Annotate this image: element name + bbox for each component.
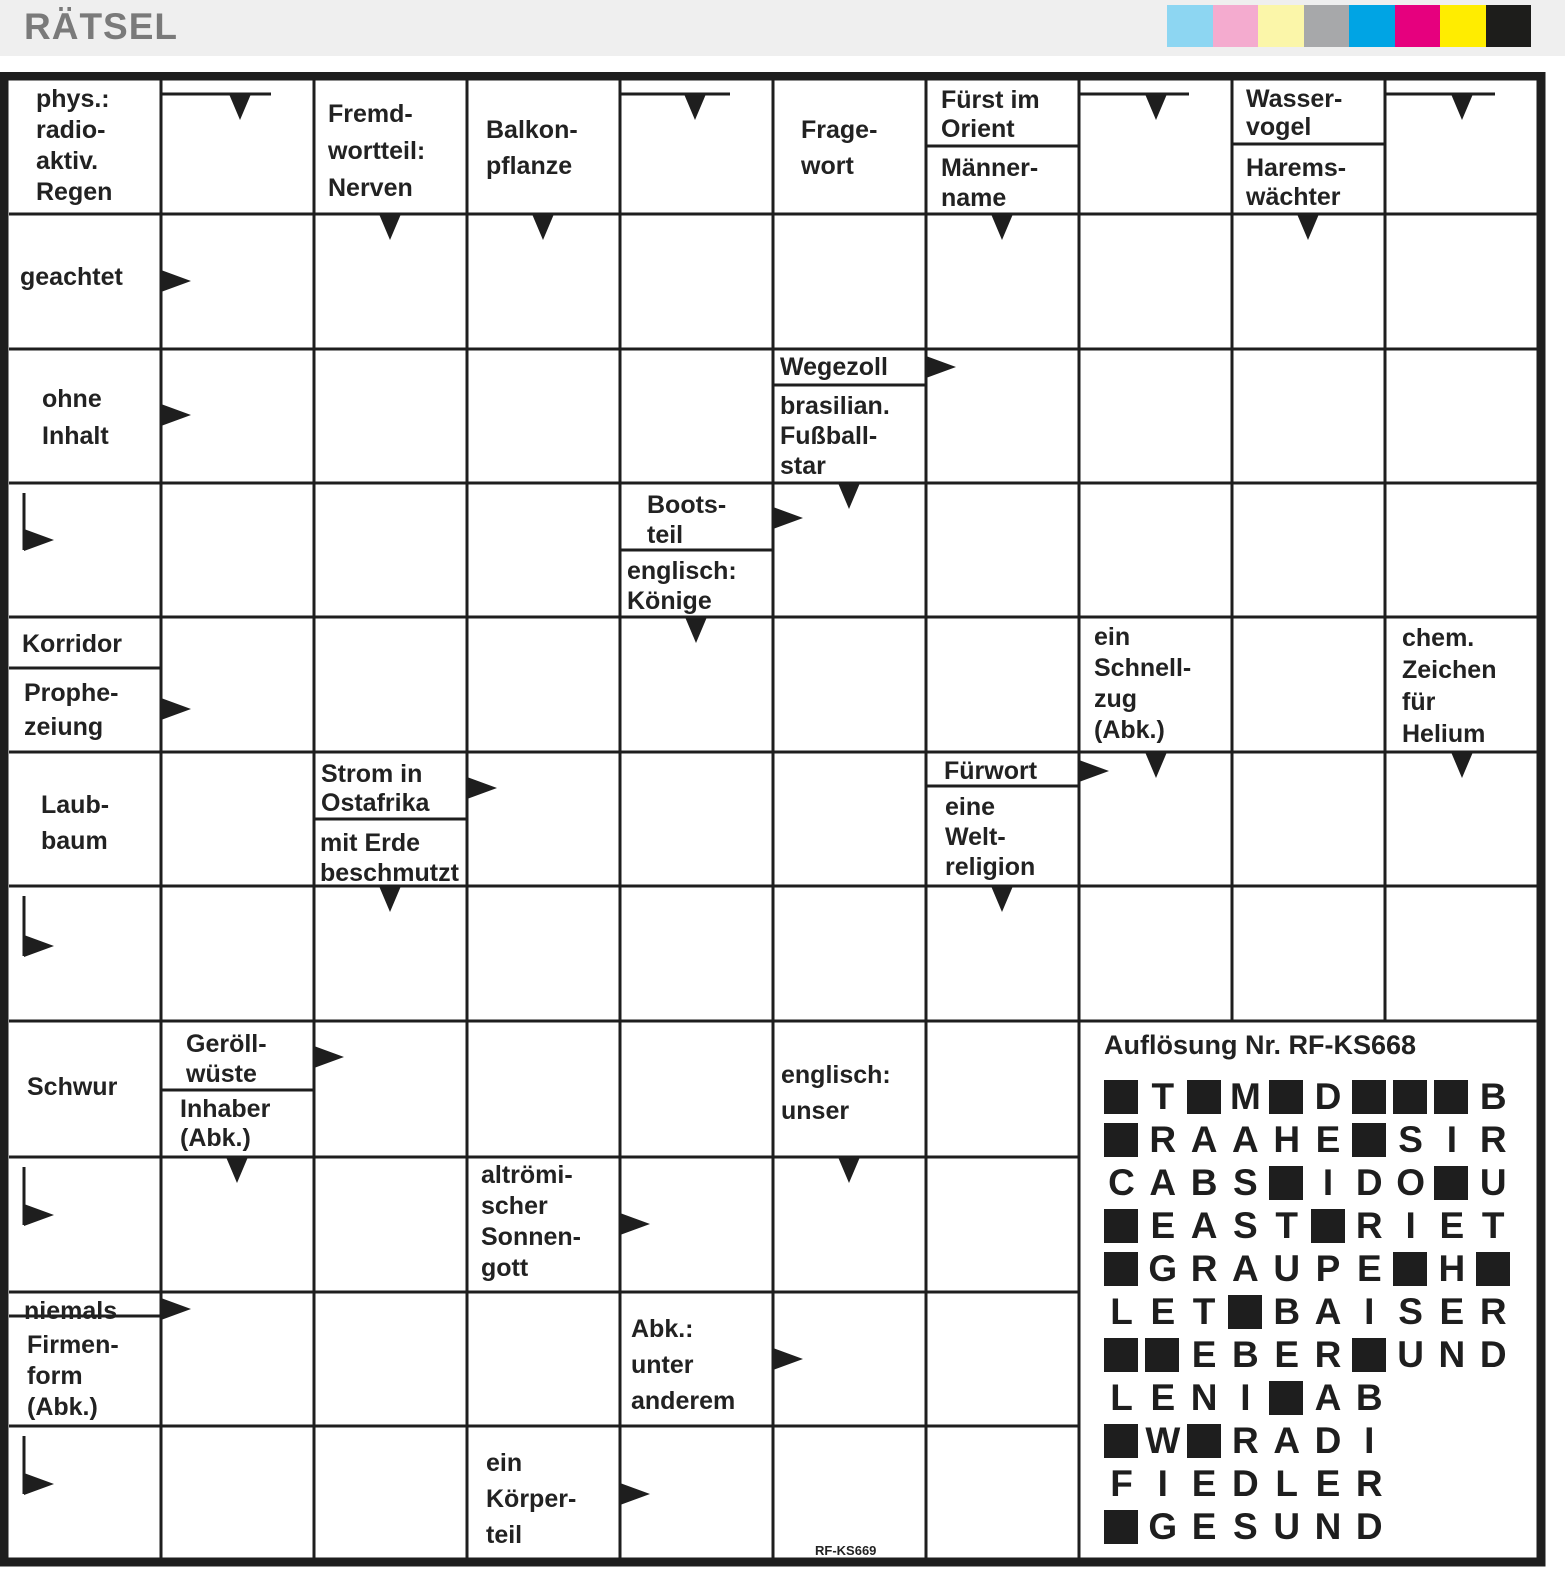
solution-letter: E [1315, 1119, 1341, 1160]
header-bar [0, 0, 1565, 56]
solution-letter: U [1397, 1334, 1424, 1375]
solution-block [1393, 1080, 1427, 1114]
solution-letter: R [1232, 1420, 1259, 1461]
down-arrow-icon [684, 94, 706, 120]
clue-company-form[interactable]: Firmen- form (Abk.) [27, 1331, 119, 1421]
color-swatch-1 [1167, 5, 1213, 47]
clue-express-train[interactable]: ein Schnell- zug (Abk.) [1094, 623, 1192, 744]
clue-body-part[interactable]: ein Körper- teil [486, 1449, 577, 1549]
right-arrow-icon [24, 529, 54, 551]
solution-letter: P [1315, 1248, 1341, 1289]
color-swatch-4 [1304, 5, 1350, 47]
right-arrow-icon [161, 270, 191, 292]
clue-helium-symbol[interactable]: chem. Zeichen für Helium [1402, 624, 1497, 748]
clue-roman-sun-god[interactable]: altrömi- scher Sonnen- gott [481, 1161, 581, 1282]
solution-letter: I [1405, 1205, 1416, 1246]
solution-block [1104, 1510, 1138, 1544]
color-swatch-3 [1258, 5, 1304, 47]
solution-block [1104, 1252, 1138, 1286]
down-arrow-icon [991, 886, 1013, 912]
solution-letter: S [1233, 1205, 1258, 1246]
clue-nerves-prefix[interactable]: Fremd- wortteil: Nerven [328, 100, 426, 202]
down-arrow-icon [1297, 214, 1319, 240]
color-swatch-8 [1486, 5, 1532, 47]
solution-letter: T [1151, 1076, 1175, 1117]
clue-english-our[interactable]: englisch: unser [781, 1061, 891, 1125]
clue-harem-guard[interactable]: Harems- wächter [1246, 154, 1347, 211]
solution-block [1476, 1252, 1510, 1286]
solution-letter: S [1398, 1119, 1423, 1160]
solution-letter: L [1110, 1377, 1133, 1418]
down-arrow-icon [1145, 752, 1167, 778]
clue-brazilian-star[interactable]: brasilian. Fußball- star [780, 392, 890, 480]
right-arrow-icon [467, 777, 497, 799]
clue-prophecy[interactable]: Prophe- zeiung [24, 679, 119, 741]
solution-letter: N [1190, 1377, 1218, 1418]
solution-letter: U [1479, 1162, 1507, 1203]
clue-toll[interactable]: Wegezoll [780, 353, 888, 381]
solution-letter: B [1190, 1162, 1218, 1203]
solution-letter: G [1148, 1506, 1178, 1547]
color-swatch-2 [1213, 5, 1259, 47]
down-arrow-icon [532, 214, 554, 240]
clue-question-word[interactable]: Frage- wort [801, 116, 878, 180]
solution-letter: A [1149, 1162, 1177, 1203]
solution-letter: E [1274, 1334, 1300, 1375]
right-arrow-icon [926, 356, 956, 378]
solution-title: Auflösung Nr. RF-KS668 [1104, 1030, 1417, 1060]
color-swatches [1167, 5, 1531, 47]
solution-block [1104, 1338, 1138, 1372]
solution-letter: W [1145, 1420, 1181, 1461]
solution-letter: R [1149, 1119, 1177, 1160]
solution-letter: E [1150, 1291, 1176, 1332]
solution-block [1104, 1424, 1138, 1458]
solution-letter: C [1108, 1162, 1135, 1203]
solution-letter: N [1438, 1334, 1466, 1375]
solution-letter: T [1275, 1205, 1298, 1246]
solution-letter: E [1315, 1463, 1341, 1504]
solution-letter: S [1233, 1506, 1258, 1547]
solution-block [1187, 1080, 1221, 1114]
solution-letter: E [1356, 1248, 1382, 1289]
solution-letter: R [1355, 1463, 1383, 1504]
solution-letter: T [1481, 1205, 1505, 1246]
down-arrow-icon [991, 214, 1013, 240]
right-arrow-icon [314, 1046, 344, 1068]
solution-letter: A [1314, 1377, 1342, 1418]
solution-letter: E [1439, 1291, 1465, 1332]
down-arrow-icon [685, 617, 707, 643]
right-arrow-icon [1079, 760, 1109, 782]
solution-letter: A [1190, 1205, 1218, 1246]
right-arrow-icon [161, 698, 191, 720]
down-arrow-icon [226, 1157, 248, 1183]
solution-letter: B [1232, 1334, 1259, 1375]
clue-english-kings[interactable]: englisch: Könige [627, 557, 737, 615]
solution-block [1269, 1381, 1303, 1415]
solution-letter: R [1479, 1291, 1507, 1332]
solution-block [1434, 1080, 1468, 1114]
solution-letter: I [1240, 1377, 1251, 1418]
down-arrow-icon [838, 483, 860, 509]
clue-radioactive-rain[interactable]: phys.: radio- aktiv. Regen [36, 85, 113, 206]
solution-letter: R [1190, 1248, 1218, 1289]
solution-block [1104, 1080, 1138, 1114]
solution-block [1393, 1252, 1427, 1286]
solution-block [1269, 1080, 1303, 1114]
solution-letter: N [1314, 1506, 1342, 1547]
solution-letter: G [1148, 1248, 1178, 1289]
solution-letter: B [1479, 1076, 1507, 1117]
solution-letter: E [1150, 1377, 1176, 1418]
solution-letter: I [1364, 1420, 1375, 1461]
solution-block [1352, 1080, 1386, 1114]
solution-letter: E [1191, 1334, 1217, 1375]
down-arrow-icon [379, 886, 401, 912]
solution-letter: B [1273, 1291, 1301, 1332]
solution-letter: A [1273, 1420, 1301, 1461]
right-arrow-icon [161, 1298, 191, 1320]
clue-world-religion[interactable]: eine Welt- religion [945, 793, 1036, 881]
color-swatch-7 [1440, 5, 1486, 47]
solution-letter: D [1479, 1334, 1507, 1375]
clue-owner-abbr[interactable]: Inhaber (Abk.) [180, 1095, 271, 1152]
solution-letter: A [1314, 1291, 1342, 1332]
solution-letter: S [1233, 1162, 1258, 1203]
down-arrow-icon [1451, 752, 1473, 778]
clue-empty[interactable]: ohne Inhalt [42, 385, 109, 450]
clue-oath[interactable]: Schwur [27, 1073, 118, 1101]
solution-letter: B [1355, 1377, 1383, 1418]
page-title: RÄTSEL [24, 6, 178, 47]
clue-deciduous-tree[interactable]: Laub- baum [41, 791, 110, 855]
solution-letter: M [1229, 1076, 1261, 1117]
clue-among-others[interactable]: Abk.: unter anderem [631, 1315, 736, 1415]
solution-letter: E [1191, 1463, 1217, 1504]
clue-boat-part[interactable]: Boots- teil [647, 491, 727, 549]
solution-letter: R [1355, 1205, 1383, 1246]
down-arrow-icon [229, 94, 251, 120]
down-arrow-icon [1145, 94, 1167, 120]
solution-letter: I [1364, 1291, 1375, 1332]
solution-letter: D [1355, 1162, 1383, 1203]
solution-letter: D [1314, 1420, 1342, 1461]
clue-respected[interactable]: geachtet [20, 263, 123, 291]
solution-block [1228, 1295, 1262, 1329]
clue-corridor[interactable]: Korridor [22, 630, 122, 658]
right-arrow-icon [24, 1204, 54, 1226]
solution-letter: A [1190, 1119, 1218, 1160]
solution-letter: T [1192, 1291, 1216, 1332]
down-arrow-icon [1451, 94, 1473, 120]
solution-letter: A [1232, 1119, 1259, 1160]
clue-never[interactable]: niemals [24, 1297, 118, 1325]
solution-block [1311, 1209, 1345, 1243]
down-arrow-icon [838, 1157, 860, 1183]
clue-dirty[interactable]: mit Erde beschmutzt [320, 829, 459, 887]
solution-letter: I [1446, 1119, 1458, 1160]
puzzle-code: RF-KS669 [815, 1543, 877, 1558]
solution-letter: U [1273, 1248, 1301, 1289]
solution-letter: E [1191, 1506, 1217, 1547]
solution-letter: A [1232, 1248, 1259, 1289]
right-arrow-icon [24, 935, 54, 957]
solution-letter: O [1396, 1162, 1425, 1203]
color-swatch-6 [1395, 5, 1441, 47]
solution-block [1104, 1209, 1138, 1243]
solution-letter: L [1275, 1463, 1298, 1504]
clue-water-bird[interactable]: Wasser- vogel [1246, 85, 1343, 141]
solution-block [1187, 1424, 1221, 1458]
solution-letter: E [1439, 1205, 1465, 1246]
solution-letter: I [1157, 1463, 1168, 1504]
right-arrow-icon [620, 1483, 650, 1505]
solution-block [1352, 1338, 1386, 1372]
solution-letter: S [1398, 1291, 1423, 1332]
clue-balcony-plant[interactable]: Balkon- pflanze [486, 116, 578, 180]
right-arrow-icon [773, 1348, 803, 1370]
solution-block [1434, 1166, 1468, 1200]
clue-east-african-river[interactable]: Strom in Ostafrika [321, 760, 430, 817]
solution-letter: H [1273, 1119, 1301, 1160]
clue-gravel-desert[interactable]: Geröll- wüste [186, 1030, 267, 1088]
solution-block [1269, 1166, 1303, 1200]
clue-mens-name[interactable]: Männer- name [941, 154, 1039, 212]
solution-letter: R [1479, 1119, 1507, 1160]
clue-orient-prince[interactable]: Fürst im Orient [941, 86, 1040, 143]
right-arrow-icon [24, 1473, 54, 1495]
down-arrow-icon [379, 214, 401, 240]
color-swatch-5 [1349, 5, 1395, 47]
solution-block [1352, 1123, 1386, 1157]
clue-pronoun[interactable]: Fürwort [944, 757, 1038, 785]
right-arrow-icon [773, 507, 803, 529]
solution-letter: F [1110, 1463, 1133, 1504]
solution-block [1104, 1123, 1138, 1157]
solution-letter: L [1110, 1291, 1133, 1332]
solution-letter: H [1438, 1248, 1466, 1289]
solution-block [1145, 1338, 1179, 1372]
solution-letter: U [1273, 1506, 1301, 1547]
solution-letter: I [1322, 1162, 1334, 1203]
right-arrow-icon [620, 1213, 650, 1235]
solution-letter: R [1314, 1334, 1342, 1375]
solution-letter: D [1232, 1463, 1259, 1504]
solution-letter: D [1355, 1506, 1383, 1547]
solution-letter: D [1314, 1076, 1342, 1117]
right-arrow-icon [161, 404, 191, 426]
solution-letter: E [1150, 1205, 1176, 1246]
